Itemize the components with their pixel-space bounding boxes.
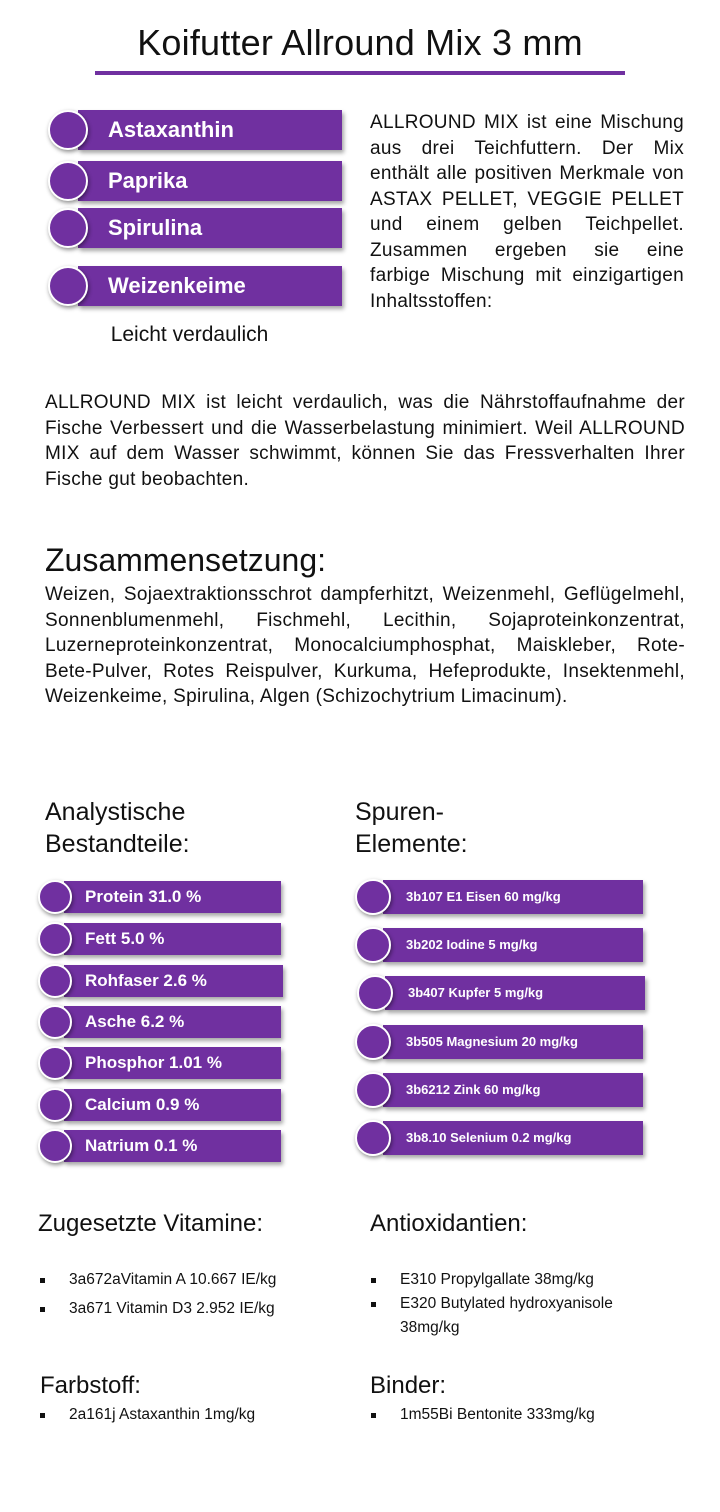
badge-label: Astaxanthin [108,117,234,142]
badge-circle-icon [38,922,72,956]
badge-label: Spirulina [108,215,203,240]
analytical-badge-rohfaser [38,965,283,997]
page-title: Koifutter Allround Mix 3 mm [137,22,583,63]
analytical-badge-calcium [38,1089,281,1121]
badge-label: 3b202 Iodine 5 mg/kg [406,937,538,952]
badge-label: 3b505 Magnesium 20 mg/kg [406,1034,578,1049]
bullet-icon [40,1278,45,1283]
antioxidants-heading: Antioxidantien: [370,1210,528,1237]
trace-badge-kupfer [357,976,645,1010]
trace-badge-selenium [355,1121,643,1155]
badge-circle-icon [355,927,391,963]
list-item [40,1297,340,1321]
list-item-text: E310 Propylgallate 38mg/kg [400,1271,594,1288]
ingredient-badge-weizenkeime [48,266,342,306]
analytical-badge-phosphor [38,1047,281,1079]
badge-circle-icon [355,1120,391,1156]
badge-label: Weizenkeime [108,273,246,298]
list-item-text: 2a161j Astaxanthin 1mg/kg [69,1406,256,1423]
analytical-badge-fett [38,923,281,955]
badge-circle-icon [48,266,88,306]
list-item-text: 3a671 Vitamin D3 2.952 IE/kg [69,1300,275,1317]
list-item [40,1268,340,1292]
vitamins-list [40,1268,340,1321]
badge-label: 3b407 Kupfer 5 mg/kg [408,985,544,1000]
composition-heading: Zusammensetzung: [45,542,327,578]
badge-circle-icon [357,975,393,1011]
bullet-icon [371,1278,376,1283]
badge-label: 3b107 E1 Eisen 60 mg/kg [406,889,561,904]
badge-circle-icon [38,964,72,998]
vitamins-heading: Zugesetzte Vitamine: [38,1210,264,1237]
badge-circle-icon [38,1129,72,1163]
badge-circle-icon [48,161,88,201]
badge-label: Natrium 0.1 % [85,1136,198,1155]
analytical-heading [45,796,190,860]
title-underline [95,71,625,75]
analytical-heading-line2: Bestandteile: [45,830,190,858]
badge-circle-icon [38,1005,72,1039]
analytical-badge-natrium [38,1130,281,1162]
badge-label: 3b6212 Zink 60 mg/kg [406,1082,541,1097]
analytical-badge-protein [38,881,281,913]
trace-badge-magnesium [355,1025,643,1059]
trace-badge-iodine [355,928,643,962]
analytical-badge-asche [38,1006,281,1038]
ingredient-badge-paprika [48,161,342,201]
composition-text: Weizen, Sojaextraktionsschrot dampferhitzt, Weizenmehl, Geflügelmehl, Sonnenblumenmehl, Fischmehl, Lecithin, Sojaproteinkonzentrat, Luzerneproteinkonzentrat, Monocalciumphosphat, Maiskleber, Rote-Bete-Pulver, Rotes Reispulver, Kurkuma, Hefeprodukte, Insektenmehl, Weizenkeime, Spirulina, Algen (Schizochytrium Limacinum). [45,584,685,707]
list-item-text: 3a672aVitamin A 10.667 IE/kg [69,1271,277,1288]
badge-label: Calcium 0.9 % [85,1095,200,1114]
list-item [40,1403,340,1427]
analytical-heading-line1: Analystische [45,798,186,826]
badge-circle-icon [38,1046,72,1080]
colorant-heading: Farbstoff: [40,1372,141,1399]
bullet-icon [40,1413,45,1418]
trace-badge-eisen [355,880,643,914]
badge-circle-icon [38,880,72,914]
badge-circle-icon [355,879,391,915]
ingredient-badge-astaxanthin [48,110,342,150]
badge-circle-icon [48,208,88,248]
digest-paragraph: ALLROUND MIX ist leicht verdaulich, was die Nährstoffaufnahme der Fische Verbessert und die Wasserbelastung minimiert. Weil ALLROUND MIX auf dem Wasser schwimmt, können Sie das Fressverhalten Ihrer Fische gut beobachten. [45,392,685,490]
trace-heading [355,796,468,860]
badge-label: Rohfaser 2.6 % [85,971,207,990]
bullet-icon [40,1307,45,1312]
list-item [371,1268,661,1292]
list-item [371,1292,661,1340]
badge-circle-icon [48,110,88,150]
badge-label: Asche 6.2 % [85,1012,185,1031]
trace-heading-line1: Spuren- [355,798,444,826]
colorant-list [40,1403,340,1427]
bullet-icon [371,1302,376,1307]
badge-label: Fett 5.0 % [85,929,165,948]
badge-label: 3b8.10 Selenium 0.2 mg/kg [406,1130,572,1145]
badge-circle-icon [38,1088,72,1122]
binder-list [371,1403,661,1427]
intro-paragraph: ALLROUND MIX ist eine Mischung aus drei Teichfuttern. Der Mix enthält alle positiven Merkmale von ASTAX PELLET, VEGGIE PELLET und einem gelben Teichpellet. Zusammen ergeben sie eine farbige Mischung mit einzigartigen Inhaltsstoffen: [370,112,684,312]
list-item-text: E320 Butylated hydroxyanisole 38mg/kg [400,1295,613,1336]
badge-circle-icon [355,1072,391,1108]
antioxidants-list [371,1268,661,1340]
badge-label: Paprika [108,168,188,193]
binder-heading: Binder: [370,1372,447,1399]
ingredient-badge-spirulina [48,208,342,248]
badge-label: Phosphor 1.01 % [85,1053,222,1072]
ingredients-caption: Leicht verdaulich [110,323,269,346]
badge-circle-icon [355,1024,391,1060]
list-item-text: 1m55Bi Bentonite 333mg/kg [400,1406,595,1423]
trace-badge-zink [355,1073,643,1107]
badge-label: Protein 31.0 % [85,887,202,906]
list-item [371,1403,661,1427]
trace-heading-line2: Elemente: [355,830,468,858]
bullet-icon [371,1413,376,1418]
